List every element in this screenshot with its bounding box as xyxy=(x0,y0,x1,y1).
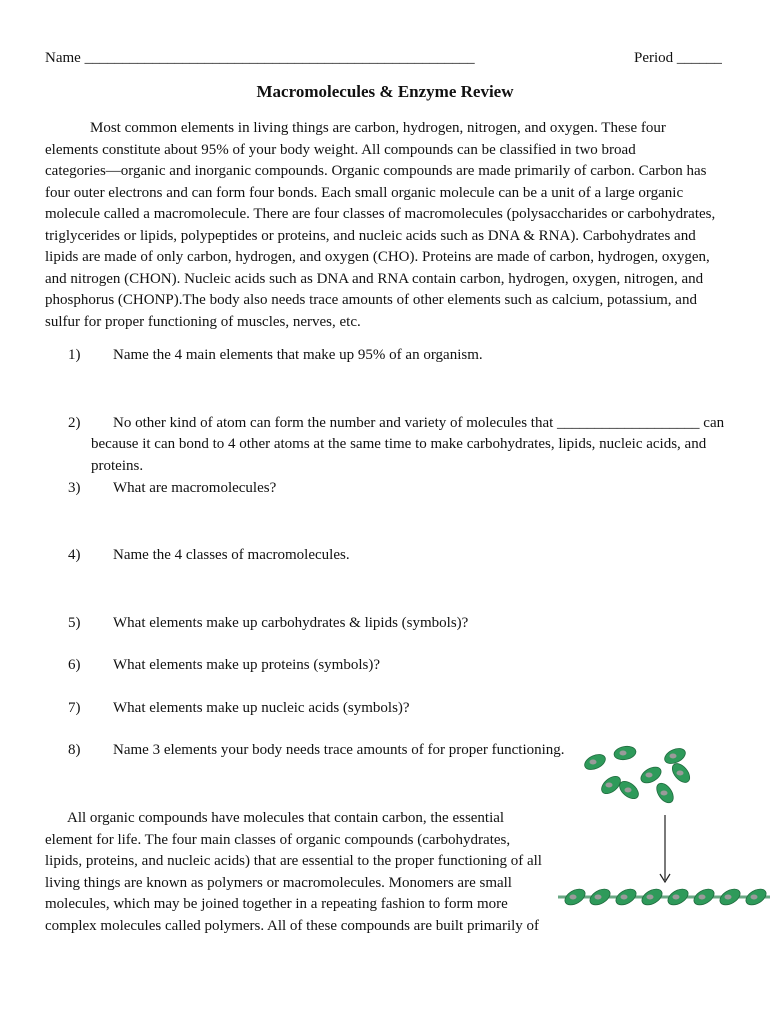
question-6 xyxy=(68,655,380,677)
polymer-unit-icon xyxy=(691,886,717,908)
question-7 xyxy=(68,698,410,720)
polymer-unit-icon xyxy=(717,886,743,908)
monomer-icon xyxy=(638,764,664,786)
page-title: Macromolecules & Enzyme Review xyxy=(256,82,514,101)
question-number: 1) xyxy=(68,347,81,363)
paragraph-line: lipids, proteins, and nucleic acids) that are essential to the proper functioning of all xyxy=(45,853,542,869)
polymer-unit-icon xyxy=(562,886,588,908)
question-text: What elements make up carbohydrates & lipids (symbols)? xyxy=(113,615,469,631)
name-field-label: Name ____________________________________________________ xyxy=(45,50,475,66)
paragraph-line: molecules, which may be joined together in a repeating fashion to form more xyxy=(45,896,508,912)
polymer-unit-icon xyxy=(587,886,613,908)
question-3 xyxy=(68,478,276,500)
question-text: What are macromolecules? xyxy=(113,480,277,496)
intro-line: molecule called a macromolecule. There are four classes of macromolecules (polysaccharides or carbohydrates, xyxy=(45,206,716,222)
question-text: Name 3 elements your body needs trace amounts of for proper functioning. xyxy=(113,742,565,758)
polymer-unit-icon xyxy=(613,886,639,908)
period-field-label: Period ______ xyxy=(634,50,722,66)
question-text: What elements make up proteins (symbols)? xyxy=(113,657,381,673)
monomer-icon xyxy=(613,745,637,762)
intro-line: lipids are made of only carbon, hydrogen, and oxygen (CHO). Proteins are made of carbon, hydrogen, oxygen, xyxy=(45,249,710,265)
monomer-icon xyxy=(669,760,693,785)
question-text: What elements make up nucleic acids (symbols)? xyxy=(113,700,410,716)
question-text: Name the 4 classes of macromolecules. xyxy=(113,547,350,563)
question-number: 5) xyxy=(68,615,81,631)
polymer-unit-icon xyxy=(743,886,769,908)
intro-paragraph xyxy=(45,118,725,333)
question-number: 4) xyxy=(68,547,81,563)
intro-line: sulfur for proper functioning of muscles, nerves, etc. xyxy=(45,313,361,330)
question-number: 7) xyxy=(68,700,81,716)
monomer-icon xyxy=(653,780,676,805)
question-2 xyxy=(68,413,724,435)
intro-line: triglycerides or lipids, polypeptides or proteins, and nucleic acids such as DNA & RNA). Carbohydrates and xyxy=(45,227,696,244)
question-8 xyxy=(68,740,565,762)
question-number: 2) xyxy=(68,415,81,431)
polymer-unit-icon xyxy=(665,886,691,908)
intro-line: categories—organic and inorganic compounds. Organic compounds are made primarily of carbon. Carbon has xyxy=(45,163,707,179)
monomer-polymer-diagram xyxy=(555,735,770,955)
question-text: Name the 4 main elements that make up 95% of an organism. xyxy=(113,347,483,363)
intro-line: phosphorus (CHONP).The body also needs trace amounts of other elements such as calcium, potassium, and xyxy=(45,292,697,308)
intro-line: and nitrogen (CHON). Nucleic acids such as DNA and RNA contain carbon, hydrogen, oxygen, nitrogen, and xyxy=(45,270,704,287)
monomer-icon xyxy=(582,751,607,772)
question-number: 8) xyxy=(68,742,81,758)
question-2-continuation: proteins. xyxy=(91,458,144,474)
paragraph-line: living things are known as polymers or macromolecules. Monomers are small xyxy=(45,874,512,891)
question-1 xyxy=(68,345,483,367)
intro-line: Most common elements in living things are carbon, hydrogen, nitrogen, and oxygen. These four xyxy=(90,120,666,136)
polymer-paragraph xyxy=(45,808,550,937)
monomer-icon xyxy=(662,745,687,766)
paragraph-line: All organic compounds have molecules that contain carbon, the essential xyxy=(67,810,505,826)
question-number: 3) xyxy=(68,480,81,496)
question-text: No other kind of atom can form the number and variety of molecules that ___________________ can xyxy=(113,415,725,431)
question-2-continuation: because it can bond to 4 other atoms at the same time to make carbohydrates, lipids, nucleic acids, and xyxy=(91,436,707,452)
paragraph-line: complex molecules called polymers. All of these compounds are built primarily of xyxy=(45,917,540,934)
intro-line: elements constitute about 95% of your body weight. All compounds can be classified in two broad xyxy=(45,141,636,158)
question-4 xyxy=(68,545,350,567)
polymer-unit-icon xyxy=(639,886,665,908)
question-number: 6) xyxy=(68,657,81,673)
paragraph-line: element for life. The four main classes of organic compounds (carbohydrates, xyxy=(45,831,511,848)
intro-line: four outer electrons and can form four bonds. Each small organic molecule can be a unit of a large organic xyxy=(45,184,684,201)
question-5 xyxy=(68,613,468,635)
